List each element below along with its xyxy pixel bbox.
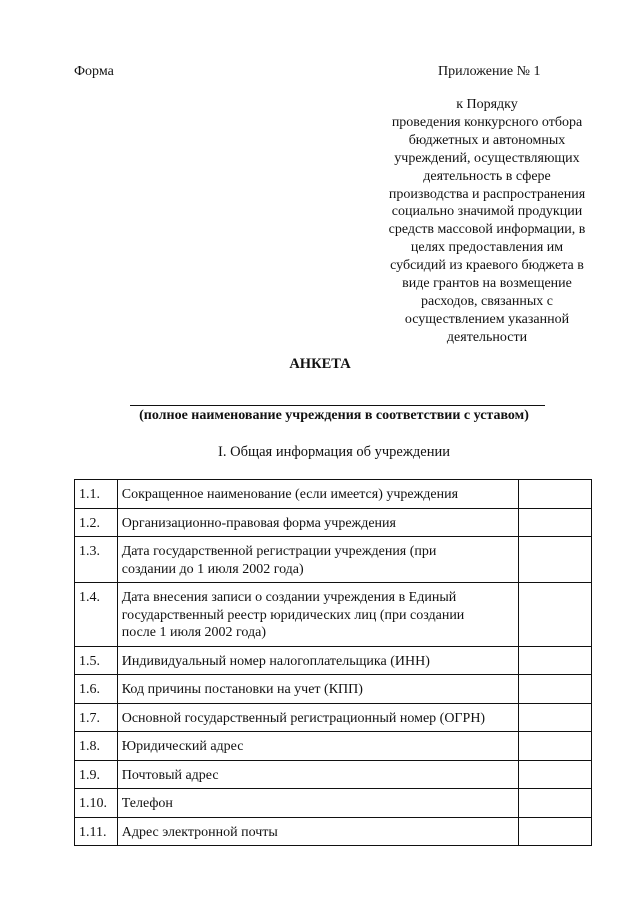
- row-label-line: Индивидуальный номер налогоплательщика (ИНН): [121, 653, 430, 669]
- row-label: [117, 789, 519, 818]
- table-row: [75, 732, 592, 761]
- row-number: 1.10.: [75, 789, 118, 818]
- appendix-text-line: к Порядку: [456, 97, 518, 112]
- row-label-line: после 1 июля 2002 года): [121, 625, 267, 640]
- appendix-text-line: осуществлением указанной: [404, 311, 570, 327]
- appendix-text-line: субсидий из краевого бюджета в: [390, 258, 584, 274]
- appendix-label: Приложение № 1: [438, 64, 541, 79]
- row-label-line: Юридический адрес: [121, 739, 244, 754]
- appendix-text-line: средств массовой информации, в: [388, 222, 586, 238]
- row-label: [117, 480, 519, 509]
- appendix-text-line: расходов, связанных с: [421, 293, 553, 309]
- table-row: [75, 760, 592, 789]
- row-label-line: Основной государственный регистрационный номер (ОГРН): [121, 710, 486, 726]
- table-row: [75, 583, 592, 647]
- appendix-text-line: деятельность в сфере: [423, 168, 551, 184]
- institution-name-line: [130, 405, 545, 406]
- row-label: [117, 675, 519, 704]
- row-value-field[interactable]: [519, 789, 592, 818]
- appendix-text-line: производства и распространения: [388, 186, 586, 202]
- appendix-text: [378, 96, 596, 347]
- table-row: [75, 537, 592, 583]
- row-number: 1.2.: [75, 508, 118, 537]
- row-value-field[interactable]: [519, 508, 592, 537]
- row-label: [117, 703, 519, 732]
- row-label-line: Дата внесения записи о создании учреждения в Единый: [121, 590, 457, 605]
- row-number: 1.1.: [75, 480, 118, 509]
- row-value-field[interactable]: [519, 675, 592, 704]
- table-row: [75, 508, 592, 537]
- section-heading: I. Общая информация об учреждении: [218, 444, 450, 460]
- row-value-field[interactable]: [519, 732, 592, 761]
- row-value-field[interactable]: [519, 703, 592, 732]
- row-number: 1.5.: [75, 646, 118, 675]
- row-label: [117, 760, 519, 789]
- appendix-text-line: учреждений, осуществляющих: [394, 150, 580, 166]
- row-number: 1.7.: [75, 703, 118, 732]
- table-row: [75, 480, 592, 509]
- row-label-line: Код причины постановки на учет (КПП): [121, 682, 363, 697]
- row-value-field[interactable]: [519, 760, 592, 789]
- row-label-line: Адрес электронной почты: [121, 824, 278, 840]
- appendix-text-line: виде грантов на возмещение: [402, 276, 572, 292]
- table-row: [75, 789, 592, 818]
- appendix-text-line: социально значимой продукции: [391, 204, 583, 220]
- row-label: [117, 646, 519, 675]
- row-label-line: Дата государственной регистрации учреждения (при: [121, 544, 437, 559]
- row-value-field[interactable]: [519, 817, 592, 846]
- row-number: 1.11.: [75, 817, 118, 846]
- row-label: [117, 537, 519, 583]
- row-label-line: Сокращенное наименование (если имеется) учреждения: [121, 487, 459, 502]
- appendix-text-line: проведения конкурсного отбора: [391, 114, 583, 130]
- row-label-line: Телефон: [121, 796, 173, 811]
- table-row: [75, 646, 592, 675]
- row-value-field[interactable]: [519, 583, 592, 647]
- row-number: 1.6.: [75, 675, 118, 704]
- row-label-line: создании до 1 июля 2002 года): [121, 561, 304, 577]
- appendix-text-line: бюджетных и автономных: [408, 132, 566, 148]
- form-label: Форма: [74, 64, 114, 79]
- general-info-table: [74, 479, 592, 846]
- row-number: 1.3.: [75, 537, 118, 583]
- page-title: АНКЕТА: [289, 356, 351, 372]
- row-label-line: государственный реестр юридических лиц (при создании: [121, 607, 465, 623]
- row-label: [117, 508, 519, 537]
- row-number: 1.8.: [75, 732, 118, 761]
- institution-name-caption: (полное наименование учреждения в соответствии с уставом): [139, 408, 529, 423]
- row-value-field[interactable]: [519, 537, 592, 583]
- table-row: [75, 675, 592, 704]
- row-label: [117, 817, 519, 846]
- table-row: [75, 817, 592, 846]
- appendix-text-line: деятельности: [446, 329, 528, 345]
- appendix-text-line: целях предоставления им: [410, 240, 564, 256]
- row-label-line: Организационно-правовая форма учреждения: [121, 515, 396, 531]
- row-label: [117, 732, 519, 761]
- table-row: [75, 703, 592, 732]
- row-value-field[interactable]: [519, 480, 592, 509]
- general-info-table-body: [75, 480, 592, 846]
- row-label-line: Почтовый адрес: [121, 767, 219, 783]
- row-number: 1.9.: [75, 760, 118, 789]
- row-number: 1.4.: [75, 583, 118, 647]
- row-label: [117, 583, 519, 647]
- row-value-field[interactable]: [519, 646, 592, 675]
